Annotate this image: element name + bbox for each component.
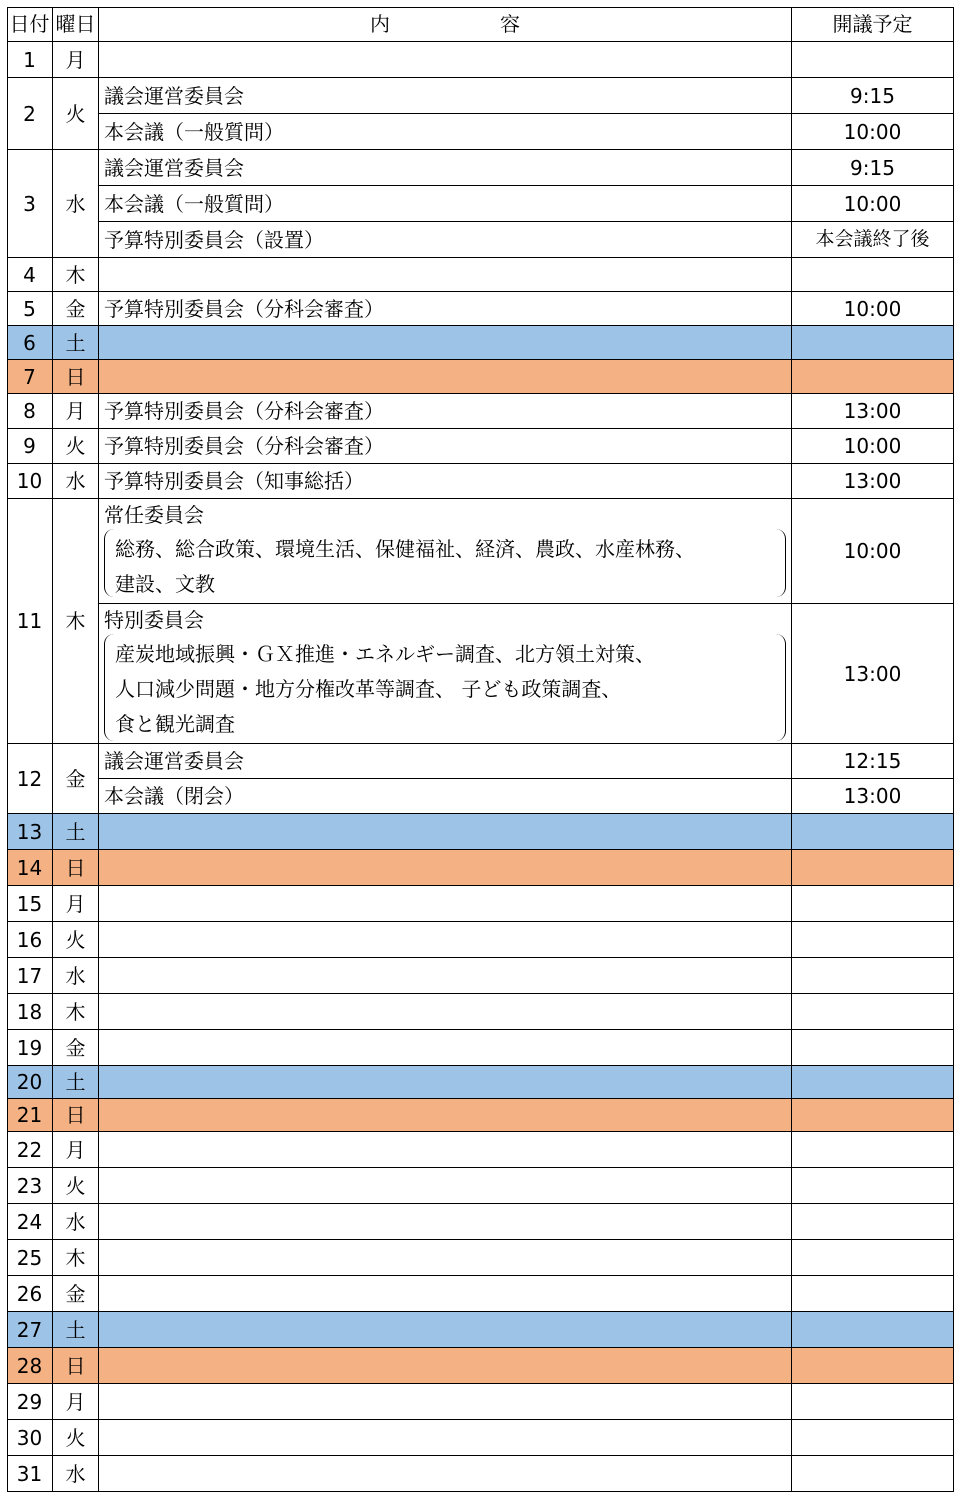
date-cell: 4 — [7, 258, 53, 292]
date-cell: 31 — [7, 1456, 53, 1492]
weekday-cell: 日 — [53, 1348, 99, 1384]
date-cell: 28 — [7, 1348, 53, 1384]
content-cell — [99, 1384, 792, 1420]
time-cell: 本会議終了後 — [792, 222, 954, 258]
content-cell — [99, 1312, 792, 1348]
content-cell: 議会運営委員会 — [99, 150, 792, 186]
date-cell: 10 — [7, 464, 53, 499]
content-cell — [99, 42, 792, 78]
date-cell: 12 — [7, 744, 53, 814]
content-cell — [99, 326, 792, 360]
content-cell — [99, 1420, 792, 1456]
weekday-cell: 土 — [53, 1312, 99, 1348]
weekday-cell: 月 — [53, 42, 99, 78]
time-cell — [792, 1456, 954, 1492]
committee-title: 常任委員会 — [104, 503, 204, 527]
time-cell — [792, 814, 954, 850]
date-cell: 20 — [7, 1066, 53, 1099]
date-cell: 1 — [7, 42, 53, 78]
time-cell: 10:00 — [792, 429, 954, 464]
content-cell: 予算特別委員会（知事総括） — [99, 464, 792, 499]
content-cell — [99, 1348, 792, 1384]
date-cell: 22 — [7, 1132, 53, 1168]
content-cell: 本会議（一般質問） — [99, 114, 792, 150]
content-cell: 予算特別委員会（分科会審査） — [99, 292, 792, 326]
content-cell: 予算特別委員会（分科会審査） — [99, 394, 792, 429]
content-cell — [99, 994, 792, 1030]
time-cell — [792, 1099, 954, 1132]
content-cell — [99, 850, 792, 886]
time-cell — [792, 1168, 954, 1204]
time-cell — [792, 922, 954, 958]
time-cell — [792, 360, 954, 394]
date-cell: 5 — [7, 292, 53, 326]
date-cell: 3 — [7, 150, 53, 258]
content-cell — [99, 604, 792, 744]
date-cell: 24 — [7, 1204, 53, 1240]
weekday-cell: 水 — [53, 958, 99, 994]
weekday-cell: 木 — [53, 258, 99, 292]
header-time: 開議予定 — [792, 7, 954, 42]
weekday-cell: 火 — [53, 429, 99, 464]
header-content-b: 容 — [500, 12, 520, 36]
time-cell: 10:00 — [792, 292, 954, 326]
content-cell — [99, 1276, 792, 1312]
content-cell — [99, 1240, 792, 1276]
committee-list-line: 人口減少問題・地方分権改革等調査、 子ども政策調査、 — [115, 677, 622, 701]
content-cell — [99, 360, 792, 394]
weekday-cell: 火 — [53, 1420, 99, 1456]
time-cell — [792, 1276, 954, 1312]
date-cell: 8 — [7, 394, 53, 429]
content-cell — [99, 886, 792, 922]
content-cell — [99, 1099, 792, 1132]
content-cell: 議会運営委員会 — [99, 744, 792, 779]
date-cell: 14 — [7, 850, 53, 886]
weekday-cell: 火 — [53, 1168, 99, 1204]
date-cell: 19 — [7, 1030, 53, 1066]
weekday-cell: 土 — [53, 326, 99, 360]
header-weekday: 曜日 — [53, 7, 99, 42]
content-cell — [99, 814, 792, 850]
committee-list-line: 産炭地域振興・ＧＸ推進・エネルギー調査、北方領土対策、 — [115, 642, 655, 666]
content-cell — [99, 499, 792, 604]
weekday-cell: 月 — [53, 394, 99, 429]
content-cell — [99, 1204, 792, 1240]
weekday-cell: 日 — [53, 850, 99, 886]
time-cell — [792, 1312, 954, 1348]
date-cell: 6 — [7, 326, 53, 360]
date-cell: 27 — [7, 1312, 53, 1348]
committee-list-line: 総務、総合政策、環境生活、保健福祉、経済、農政、水産林務、 — [115, 537, 695, 561]
header-content — [99, 7, 792, 42]
date-cell: 26 — [7, 1276, 53, 1312]
content-cell — [99, 1030, 792, 1066]
content-cell — [99, 1456, 792, 1492]
time-cell — [792, 1204, 954, 1240]
weekday-cell: 月 — [53, 886, 99, 922]
content-cell — [99, 258, 792, 292]
content-cell — [99, 1168, 792, 1204]
date-cell: 29 — [7, 1384, 53, 1420]
time-cell — [792, 994, 954, 1030]
content-cell: 予算特別委員会（分科会審査） — [99, 429, 792, 464]
committee-title: 特別委員会 — [104, 608, 204, 632]
time-cell — [792, 958, 954, 994]
date-cell: 16 — [7, 922, 53, 958]
time-cell — [792, 1348, 954, 1384]
content-cell: 議会運営委員会 — [99, 78, 792, 114]
time-cell: 10:00 — [792, 186, 954, 222]
time-cell — [792, 326, 954, 360]
weekday-cell: 月 — [53, 1132, 99, 1168]
time-cell: 12:15 — [792, 744, 954, 779]
weekday-cell: 木 — [53, 994, 99, 1030]
weekday-cell: 水 — [53, 150, 99, 258]
time-cell — [792, 886, 954, 922]
weekday-cell: 水 — [53, 1204, 99, 1240]
weekday-cell: 日 — [53, 360, 99, 394]
weekday-cell: 木 — [53, 1240, 99, 1276]
time-cell — [792, 1240, 954, 1276]
date-cell: 2 — [7, 78, 53, 150]
date-cell: 23 — [7, 1168, 53, 1204]
content-cell: 本会議（一般質問） — [99, 186, 792, 222]
weekday-cell: 金 — [53, 1276, 99, 1312]
time-cell: 13:00 — [792, 604, 954, 744]
weekday-cell: 火 — [53, 922, 99, 958]
content-cell: 予算特別委員会（設置） — [99, 222, 792, 258]
weekday-cell: 土 — [53, 814, 99, 850]
weekday-cell: 火 — [53, 78, 99, 150]
header-content-a: 内 — [370, 12, 390, 36]
header-date: 日付 — [7, 7, 53, 42]
content-cell — [99, 958, 792, 994]
content-cell — [99, 1132, 792, 1168]
time-cell — [792, 1132, 954, 1168]
weekday-cell: 土 — [53, 1066, 99, 1099]
content-cell — [99, 1066, 792, 1099]
date-cell: 30 — [7, 1420, 53, 1456]
date-cell: 9 — [7, 429, 53, 464]
date-cell: 15 — [7, 886, 53, 922]
time-cell: 13:00 — [792, 779, 954, 814]
time-cell — [792, 1066, 954, 1099]
weekday-cell: 金 — [53, 292, 99, 326]
date-cell: 25 — [7, 1240, 53, 1276]
date-cell: 21 — [7, 1099, 53, 1132]
date-cell: 18 — [7, 994, 53, 1030]
weekday-cell: 金 — [53, 1030, 99, 1066]
time-cell — [792, 42, 954, 78]
time-cell — [792, 1384, 954, 1420]
time-cell — [792, 850, 954, 886]
time-cell — [792, 1030, 954, 1066]
time-cell: 13:00 — [792, 464, 954, 499]
weekday-cell: 月 — [53, 1384, 99, 1420]
content-cell: 本会議（閉会） — [99, 779, 792, 814]
weekday-cell: 金 — [53, 744, 99, 814]
time-cell — [792, 258, 954, 292]
time-cell: 10:00 — [792, 499, 954, 604]
date-cell: 11 — [7, 499, 53, 744]
time-cell: 9:15 — [792, 78, 954, 114]
date-cell: 13 — [7, 814, 53, 850]
weekday-cell: 日 — [53, 1099, 99, 1132]
weekday-cell: 木 — [53, 499, 99, 744]
committee-list-line: 食と観光調査 — [115, 712, 235, 736]
time-cell: 10:00 — [792, 114, 954, 150]
date-cell: 7 — [7, 360, 53, 394]
committee-list-line: 建設、文教 — [115, 572, 215, 596]
content-cell — [99, 922, 792, 958]
date-cell: 17 — [7, 958, 53, 994]
time-cell: 9:15 — [792, 150, 954, 186]
weekday-cell: 水 — [53, 464, 99, 499]
time-cell: 13:00 — [792, 394, 954, 429]
time-cell — [792, 1420, 954, 1456]
weekday-cell: 水 — [53, 1456, 99, 1492]
